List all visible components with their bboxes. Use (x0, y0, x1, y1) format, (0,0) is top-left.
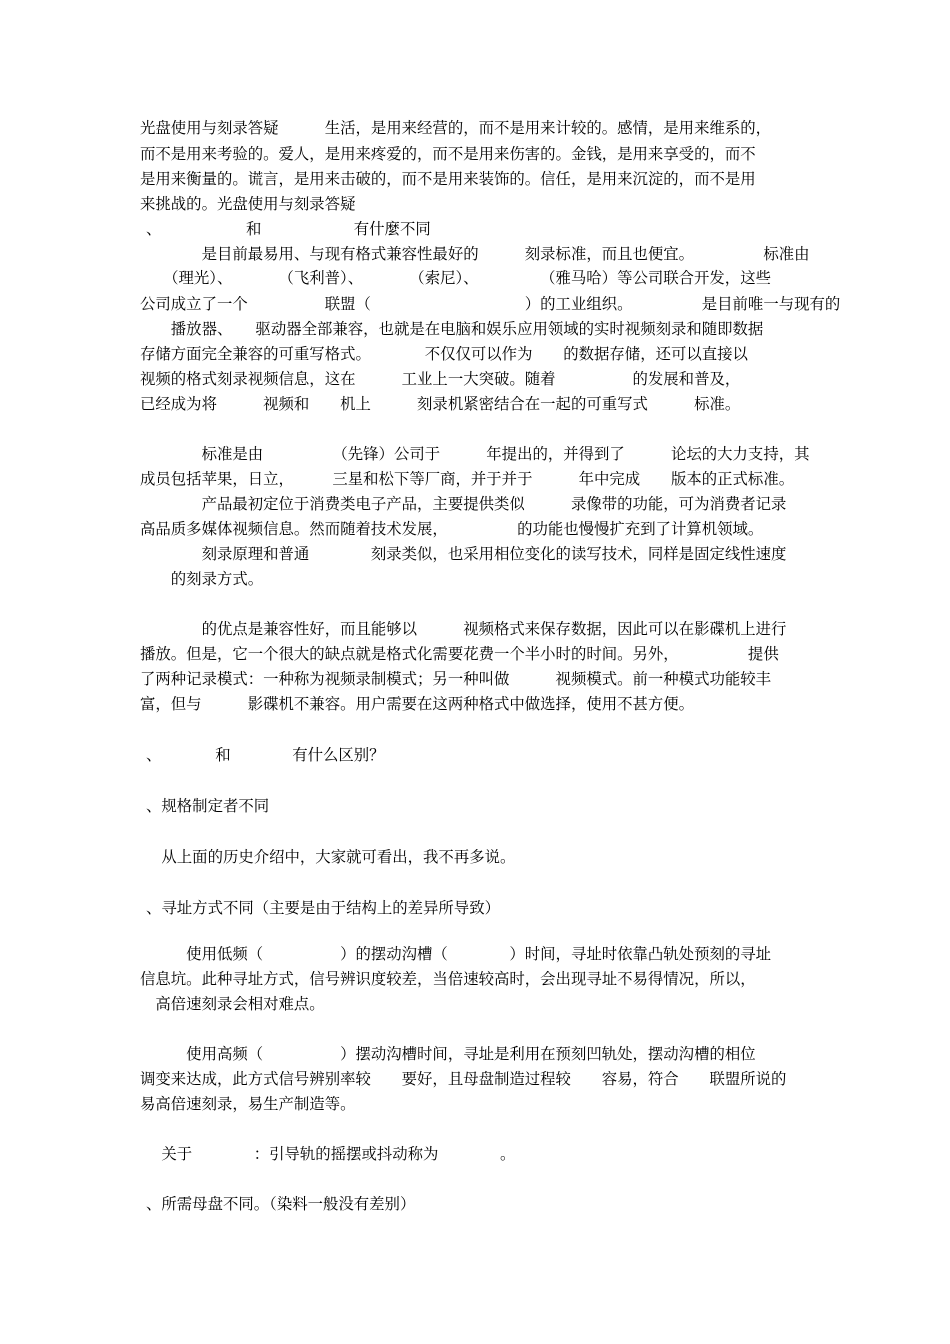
text-line: 富，但与 影碟机不兼容。用户需要在这两种格式中做选择，使用不甚方便。 (140, 695, 695, 713)
text-line: 产品最初定位于消费类电子产品，主要提供类似 录像带的功能，可为消费者记录 (140, 495, 787, 513)
text-line: （理光）、 （飞利普）、 （索尼）、 （雅马哈）等公司联合开发，这些 (140, 269, 771, 287)
text-line: 是用来衡量的。谎言，是用来击破的，而不是用来装饰的。信任，是用来沉淀的，而不是用 (140, 170, 756, 188)
text-line: 来挑战的。光盘使用与刻录答疑 (140, 195, 356, 213)
text-line: 而不是用来考验的。爱人，是用来疼爱的，而不是用来伤害的。金钱，是用来享受的，而不 (140, 145, 756, 163)
text-line: 使用高频（ ）摆动沟槽时间，寻址是利用在预刻凹轨处，摆动沟槽的相位 (140, 1045, 756, 1063)
text-line: 了两种记录模式：一种称为视频录制模式；另一种叫做 视频模式。前一种模式功能较丰 (140, 670, 772, 688)
text-line: 关于 ：引导轨的摇摆或抖动称为 。 (146, 1145, 516, 1163)
text-line: 公司成立了一个 联盟（ ）的工业组织。 是目前唯一与现有的 (140, 295, 841, 313)
text-line: 高倍速刻录会相对难点。 (140, 995, 325, 1013)
section-heading: 、寻址方式不同（主要是由于结构上的差异所导致） (146, 899, 500, 917)
text-line: 播放器、 驱动器全部兼容，也就是在电脑和娱乐应用领域的实时视频刻录和随即数据 (140, 320, 764, 338)
text-line: 、 和 有什麼不同 (146, 220, 431, 238)
section-heading: 、 和 有什么区别？ (146, 746, 385, 764)
section-heading: 、所需母盘不同。（染料一般没有差别） (146, 1195, 416, 1213)
text-line: 的优点是兼容性好，而且能够以 视频格式来保存数据，因此可以在影碟机上进行 (140, 620, 787, 638)
text-line: 的刻录方式。 (140, 570, 264, 588)
text-line: 是目前最易用、与现有格式兼容性最好的 刻录标准，而且也便宜。 标准由 (140, 245, 810, 263)
text-line: 从上面的历史介绍中，大家就可看出，我不再多说。 (146, 848, 516, 866)
text-line: 易高倍速刻录，易生产制造等。 (140, 1095, 356, 1113)
text-line: 成员包括苹果，日立， 三星和松下等厂商，并于并于 年中完成 版本的正式标准。 (140, 470, 795, 488)
text-line: 调变来达成，此方式信号辨别率较 要好，且母盘制造过程较 容易，符合 联盟所说的 (140, 1070, 787, 1088)
text-line: 刻录原理和普通 刻录类似，也采用相位变化的读写技术，同样是固定线性速度 (140, 545, 787, 563)
text-line: 播放。但是，它一个很大的缺点就是格式化需要花费一个半小时的时间。另外， 提供 (140, 645, 779, 663)
text-line: 使用低频（ ）的摆动沟槽（ ）时间，寻址时依靠凸轨处预刻的寻址 (140, 945, 772, 963)
text-line: 光盘使用与刻录答疑 生活，是用来经营的，而不是用来计较的。感情，是用来维系的， (140, 119, 772, 137)
text-line: 标准是由 （先锋）公司于 年提出的，并得到了 论坛的大力支持，其 (140, 445, 810, 463)
text-line: 视频的格式刻录视频信息，这在 工业上一大突破。随着 的发展和普及， (140, 370, 741, 388)
section-heading: 、规格制定者不同 (146, 797, 270, 815)
text-line: 存储方面完全兼容的可重写格式。 不仅仅可以作为 的数据存储，还可以直接以 (140, 345, 748, 363)
text-line: 信息坑。此种寻址方式，信号辨识度较差，当倍速较高时，会出现寻址不易得情况，所以， (140, 970, 756, 988)
text-line: 高品质多媒体视频信息。然而随着技术发展， 的功能也慢慢扩充到了计算机领域。 (140, 520, 764, 538)
text-line: 已经成为将 视频和 机上 刻录机紧密结合在一起的可重写式 标准。 (140, 395, 741, 413)
